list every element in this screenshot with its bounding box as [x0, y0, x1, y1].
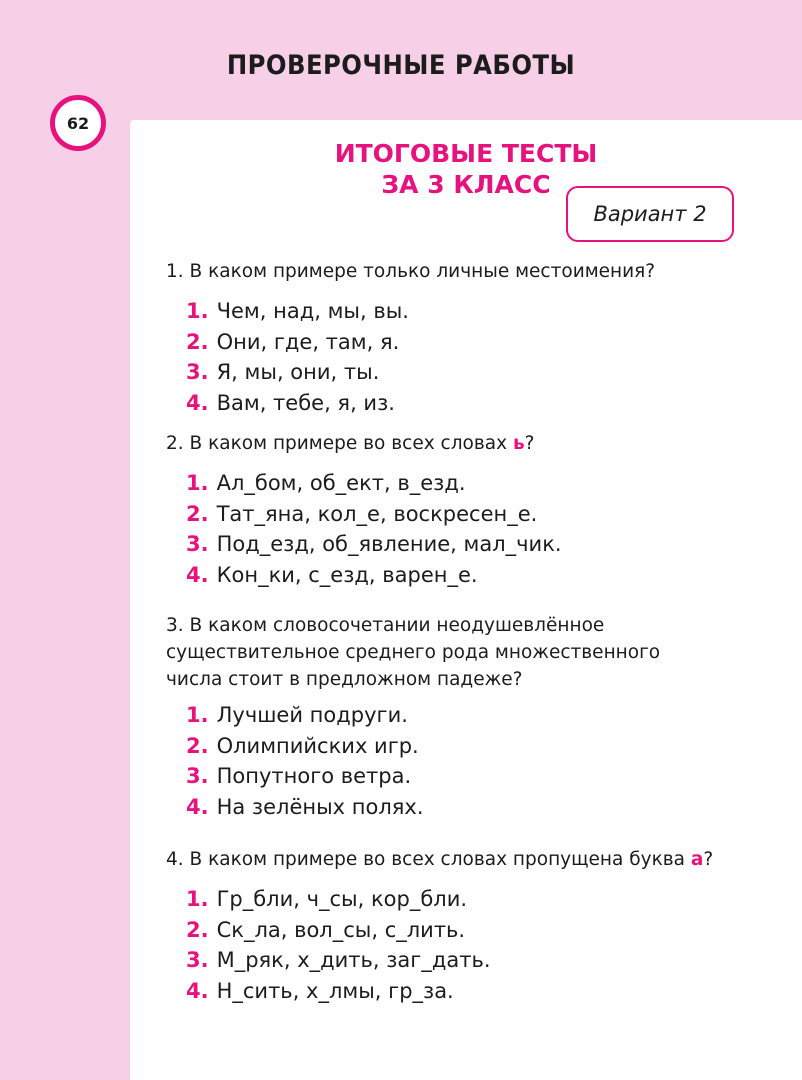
option — [186, 976, 491, 1007]
option — [186, 499, 562, 530]
option-number: 1. — [186, 471, 209, 495]
option-number: 3. — [186, 948, 209, 972]
option — [186, 529, 562, 560]
option-text: Ал_бом, об_ект, в_езд. — [216, 471, 466, 495]
option — [186, 388, 409, 419]
title-line-1: ИТОГОВЫЕ ТЕСТЫ — [334, 139, 598, 168]
question-text: 1. В каком примере только личные местоимения? — [166, 261, 656, 282]
highlight-letter: а — [690, 849, 704, 870]
question-end: ? — [524, 433, 535, 454]
question-2 — [166, 430, 534, 457]
option-text: М_ряк, х_дить, заг_дать. — [216, 948, 491, 972]
question-4-options — [186, 884, 491, 1006]
variant-badge: Вариант 2 — [566, 186, 734, 242]
option-text: Под_езд, об_явление, мал_чик. — [216, 532, 562, 556]
question-end: ? — [703, 849, 714, 870]
question-4 — [166, 846, 713, 873]
option-text: Тат_яна, кол_е, воскресен_е. — [216, 501, 538, 526]
option-text: Они, где, там, я. — [216, 329, 400, 354]
option — [186, 731, 424, 762]
option-number: 3. — [186, 764, 209, 788]
option-number: 2. — [186, 733, 209, 758]
question-text: 2. В каком примере во всех словах — [166, 433, 508, 454]
option-text: Чем, над, мы, вы. — [216, 299, 409, 323]
option-number: 4. — [186, 390, 209, 415]
question-3 — [166, 612, 660, 693]
option-text: Лучшей подруги. — [216, 703, 408, 727]
option — [186, 468, 562, 499]
option — [186, 296, 409, 327]
highlight-letter: ь — [512, 433, 525, 454]
option-number: 4. — [186, 978, 209, 1003]
option-text: Вам, тебе, я, из. — [216, 390, 395, 415]
option-number: 4. — [186, 562, 209, 587]
option-number: 1. — [186, 703, 209, 727]
page-number-badge: 62 — [50, 95, 106, 151]
question-text: 4. В каком примере во всех словах пропущена буква — [166, 849, 686, 870]
option-number: 1. — [186, 299, 209, 323]
option-text: Я, мы, они, ты. — [216, 360, 380, 384]
option-number: 3. — [186, 360, 209, 384]
option-number: 2. — [186, 917, 209, 942]
option-text: На зелёных полях. — [216, 794, 424, 819]
question-text-line: существительное среднего рода множественного — [166, 642, 661, 663]
option-text: Н_сить, х_лмы, гр_за. — [216, 978, 454, 1003]
question-text-line: 3. В каком словосочетании неодушевлённое — [166, 615, 605, 636]
option — [186, 327, 409, 358]
option-text: Гр_бли, ч_сы, кор_бли. — [216, 887, 468, 911]
option — [186, 792, 424, 823]
option-number: 2. — [186, 329, 209, 354]
option — [186, 915, 491, 946]
option-text: Кон_ки, с_езд, варен_е. — [216, 562, 478, 587]
question-3-options — [186, 700, 424, 822]
title-line-2: ЗА 3 КЛАСС — [381, 170, 551, 199]
option-text: Олимпийских игр. — [216, 733, 419, 758]
question-1 — [166, 258, 655, 285]
option — [186, 884, 491, 915]
option — [186, 700, 424, 731]
option-text: Попутного ветра. — [216, 764, 412, 788]
option — [186, 945, 491, 976]
question-text-line: числа стоит в предложном падеже? — [166, 669, 523, 690]
option-number: 2. — [186, 501, 209, 526]
question-2-options — [186, 468, 562, 590]
option-number: 1. — [186, 887, 209, 911]
option — [186, 761, 424, 792]
option-number: 3. — [186, 532, 209, 556]
option — [186, 560, 562, 591]
option-number: 4. — [186, 794, 209, 819]
option — [186, 357, 409, 388]
question-1-options — [186, 296, 409, 418]
section-header: ПРОВЕРОЧНЫЕ РАБОТЫ — [226, 50, 576, 81]
option-text: Ск_ла, вол_сы, с_лить. — [216, 917, 466, 942]
